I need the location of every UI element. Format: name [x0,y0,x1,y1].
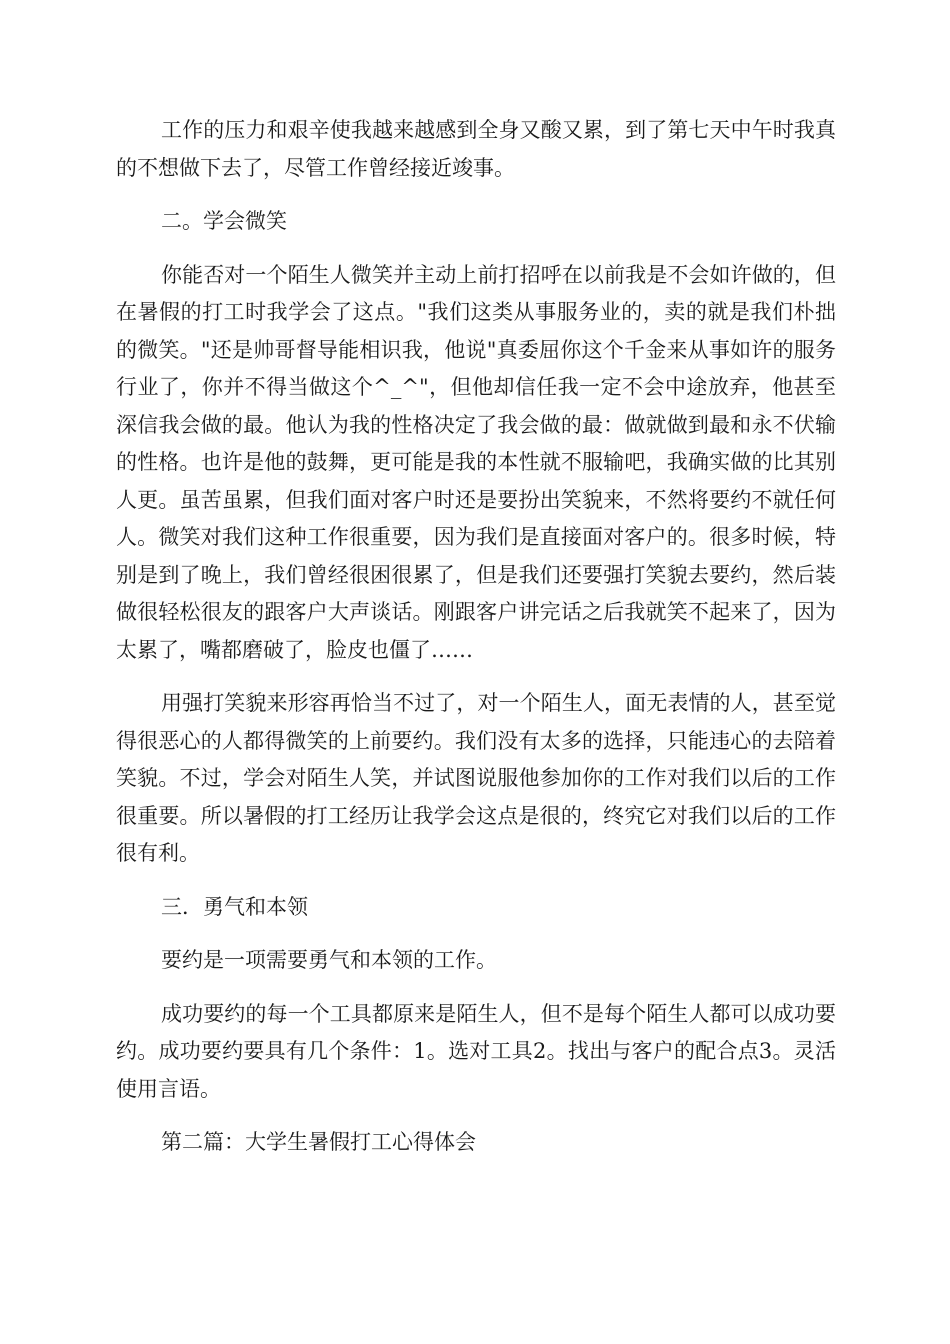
paragraph-smile-at-strangers: 你能否对一个陌生人微笑并主动上前打招呼在以前我是不会如许做的，但在暑假的打工时我学会了这点。"我们这类从事服务业的，卖的就是我们朴拙的微笑。"还是帅哥督导能相识我，他说"真委屈你这个千金来从事如许的服务行业了，你并不得当做这个^_^"，但他却信任我一定不会中途放弃，他甚至深信我会做的最。他认为我的性格决定了我会做的最：做就做到最和永不伏输的性格。也许是他的鼓舞，更可能是我的本性就不服输吧，我确实做的比其别人更。虽苦虽累，但我们面对客户时还是要扮出笑貌来，不然将要约不就任何人。微笑对我们这种工作很重要，因为我们是直接面对客户的。很多时候，特别是到了晚上，我们曾经很困很累了，但是我们还要强打笑貌去要约，然后装做很轻松很友的跟客户大声谈话。刚跟客户讲完话之后我就笑不起来了，因为太累了，嘴都磨破了，脸皮也僵了…… [116,262,836,662]
paragraph-invitation-needs-courage: 要约是一项需要勇气和本领的工作。 [161,948,497,972]
paragraph-work-pressure: 工作的压力和艰辛使我越来越感到全身又酸又累，到了第七天中午时我真的不想做下去了，尽管工作曾经接近竣事。 [116,118,836,180]
section-heading-courage-and-skill: 三．勇气和本领 [161,894,308,919]
chapter-heading-second-article: 第二篇：大学生暑假打工心得体会 [161,1130,476,1154]
document-page [116,112,836,1162]
paragraph-success-conditions: 成功要约的每一个工具都原来是陌生人，但不是每个陌生人都可以成功要约。成功要约要具有几个条件：1。选对工具2。找出与客户的配合点3。灵活使用言语。 [116,1001,836,1101]
paragraph-forced-smile: 用强打笑貌来形容再恰当不过了，对一个陌生人，面无表情的人，甚至觉得很恶心的人都得微笑的上前要约。我们没有太多的选择，只能违心的去陪着笑貌。不过，学会对陌生人笑，并试图说服他参加你的工作对我们以后的工作很重要。所以暑假的打工经历让我学会这点是很的，终究它对我们以后的工作很有利。 [116,691,836,865]
section-heading-learn-to-smile: 二。学会微笑 [161,209,287,233]
